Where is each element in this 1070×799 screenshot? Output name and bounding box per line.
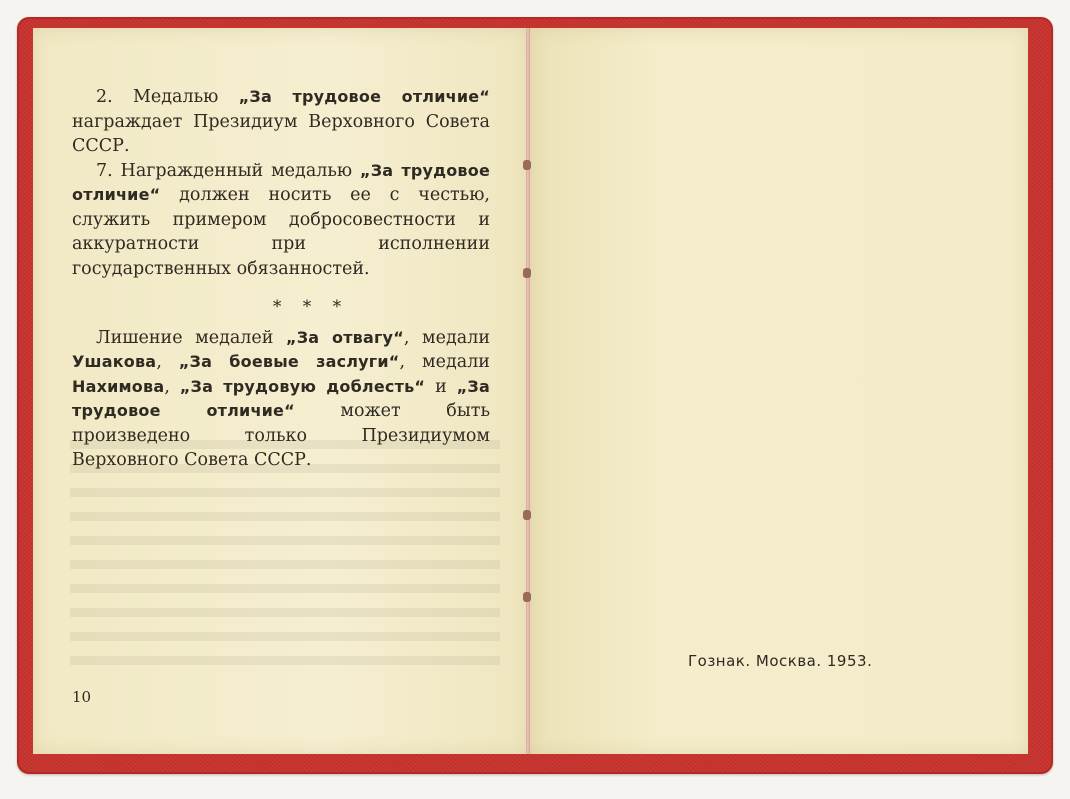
paragraph-2 bbox=[72, 85, 490, 159]
paragraph-7 bbox=[72, 159, 490, 282]
medal-name: „За трудовое отличие“ bbox=[72, 160, 490, 204]
paragraph-revocation bbox=[72, 326, 490, 473]
show-through-text bbox=[70, 440, 500, 680]
left-page-text bbox=[72, 85, 490, 473]
medal-name: „За трудовое отличие“ bbox=[72, 376, 490, 420]
text: , bbox=[156, 352, 179, 372]
text: награждает Президиум Верховного Совета СССР. bbox=[72, 111, 490, 156]
medal-name: Нахимова bbox=[72, 376, 165, 396]
medal-name: „За трудовую доблесть“ bbox=[179, 376, 426, 396]
text: Лишение медалей bbox=[96, 327, 286, 348]
text: , медали bbox=[403, 327, 490, 348]
binding-stitch bbox=[523, 592, 531, 602]
medal-name: „За боевые заслуги“ bbox=[178, 352, 400, 371]
section-separator: * * * bbox=[272, 297, 350, 317]
binding-stitch bbox=[523, 160, 531, 170]
text: может быть произведено только Президиумом Верховного Совета СССР. bbox=[72, 401, 490, 470]
medal-name: Ушакова bbox=[72, 352, 157, 371]
book-gutter bbox=[526, 28, 530, 754]
binding-stitch bbox=[523, 510, 531, 520]
text: 2. Медалью bbox=[96, 87, 239, 107]
text: , bbox=[164, 376, 180, 397]
medal-name: „За отвагу“ bbox=[285, 327, 404, 347]
text: должен носить ее с честью, служить примером добросовестности и аккуратности при исполнении государственных обязанностей. bbox=[72, 185, 490, 279]
text: и bbox=[425, 376, 457, 397]
right-page bbox=[530, 28, 1028, 754]
medal-name: „За трудовое отличие“ bbox=[238, 87, 490, 106]
page-number: 10 bbox=[72, 688, 92, 706]
text: , медали bbox=[399, 352, 490, 372]
text: 7. Награжденный медалью bbox=[96, 160, 360, 181]
printer-imprint: Гознак. Москва. 1953. bbox=[688, 652, 873, 670]
binding-stitch bbox=[523, 268, 531, 278]
